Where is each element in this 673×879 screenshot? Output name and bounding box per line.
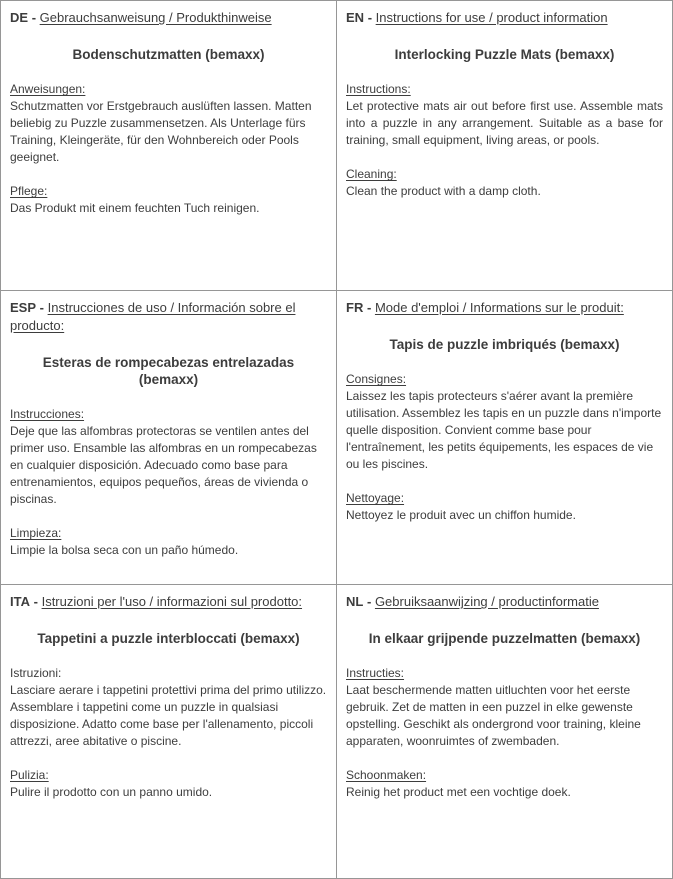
cell-en: [337, 1, 672, 291]
header-text: Instrucciones de uso / Información sobre el producto:: [10, 300, 296, 333]
section-body: Laissez les tapis protecteurs s'aérer avant la première utilisation. Assemblez les tapis en un puzzle dans n'importe quelle disposition. Convient comme base pour l'entraînement, les petits équipements, les espaces de vie ou les piscines.: [346, 389, 662, 471]
header-text: Istruzioni per l'uso / informazioni sul prodotto:: [41, 594, 303, 609]
cell-header-de: [10, 9, 327, 27]
section-label: Anweisungen:: [10, 82, 86, 96]
header-separator: -: [33, 594, 38, 609]
section-label: Cleaning:: [346, 167, 397, 181]
instructions-section: [10, 81, 327, 166]
section-body: Deje que las alfombras protectoras se ventilen antes del primer uso. Ensamble las alfombras en un rompecabezas en cualquier disposición. Adecuado como base para entrenamientos, equipos pequeños, áreas de vivienda o piscinas.: [10, 424, 317, 506]
cell-de: [1, 1, 337, 291]
section-label: Consignes:: [346, 372, 407, 386]
section-body: Schutzmatten vor Erstgebrauch auslüften lassen. Matten beliebig zu Puzzle zusammensetzen. Als Unterlage fürs Training, Kleingeräte, für den Wohnbereich oder Pools geeignet.: [10, 99, 312, 164]
section-body: Laat beschermende matten uitluchten voor het eerste gebruik. Zet de matten in een puzzel in elke gewenste opstelling. Geschikt als ondergrond voor training, kleine apparaten, woonruimtes of zwembaden.: [346, 683, 641, 748]
cell-header-ita: [10, 593, 327, 611]
header-separator: -: [366, 300, 372, 315]
section-body: Clean the product with a damp cloth.: [346, 184, 541, 198]
header-separator: -: [31, 10, 37, 25]
product-title: Esteras de rompecabezas entrelazadas (bemaxx): [42, 355, 295, 387]
cleaning-section: [346, 166, 663, 200]
section-body: Let protective mats air out before first use. Assemble mats into a puzzle in any arrangement. Suitable as a base for training, small equipment, living areas, or pools.: [346, 99, 663, 147]
section-label: Pulizia:: [10, 768, 49, 782]
product-title: Interlocking Puzzle Mats (bemaxx): [394, 47, 615, 62]
header-text: Gebrauchsanweisung / Produkthinweise: [39, 10, 272, 25]
language-code: NL: [346, 594, 364, 609]
cell-header-nl: [346, 593, 663, 611]
cell-header-en: [346, 9, 663, 27]
language-code: FR: [346, 300, 364, 315]
language-code: EN: [346, 10, 365, 25]
cell-esp: [1, 291, 337, 585]
header-separator: -: [367, 10, 373, 25]
section-label: Limpieza:: [10, 526, 62, 540]
cleaning-section: [10, 525, 327, 559]
instructions-section: [10, 665, 327, 750]
header-separator: -: [366, 594, 372, 609]
instructions-section: [346, 81, 663, 149]
section-body: Das Produkt mit einem feuchten Tuch reinigen.: [10, 201, 260, 215]
cleaning-section: [346, 767, 663, 801]
section-label: Pflege:: [10, 184, 48, 198]
language-code: DE: [10, 10, 29, 25]
header-text: Gebruiksaanwijzing / productinformatie: [374, 594, 599, 609]
instructions-section: [346, 665, 663, 750]
language-code: ITA: [10, 594, 30, 609]
product-title: Tapis de puzzle imbriqués (bemaxx): [389, 337, 620, 352]
cell-ita: [1, 585, 337, 878]
language-code: ESP: [10, 300, 37, 315]
cell-nl: [337, 585, 672, 878]
section-label: Istruzioni:: [10, 666, 62, 680]
cell-header-fr: [346, 299, 663, 317]
section-label: Instructions:: [346, 82, 411, 96]
cleaning-section: [10, 183, 327, 217]
section-label: Schoonmaken:: [346, 768, 427, 782]
section-label: Instrucciones:: [10, 407, 85, 421]
product-title: Tappetini a puzzle interbloccati (bemaxx): [37, 631, 300, 646]
cleaning-section: [10, 767, 327, 801]
section-body: Lasciare aerare i tappetini protettivi prima del primo utilizzo. Assemblare i tappetini come un puzzle in qualsiasi disposizione. Adatto come base per l'allenamento, piccoli attrezzi, aree abitative o piscine.: [10, 683, 327, 748]
cell-header-esp: [10, 299, 327, 335]
section-body: Pulire il prodotto con un panno umido.: [10, 785, 213, 799]
section-label: Instructies:: [346, 666, 405, 680]
product-title: Bodenschutzmatten (bemaxx): [72, 47, 265, 62]
header-text: Instructions for use / product information: [375, 10, 608, 25]
cleaning-section: [346, 490, 663, 524]
instructions-section: [346, 371, 663, 473]
instructions-section: [10, 406, 327, 508]
product-title: In elkaar grijpende puzzelmatten (bemaxx): [368, 631, 641, 646]
section-label: Nettoyage:: [346, 491, 405, 505]
section-body: Nettoyez le produit avec un chiffon humide.: [346, 508, 576, 522]
cell-fr: [337, 291, 672, 585]
header-separator: -: [39, 300, 44, 315]
header-text: Mode d'emploi / Informations sur le produit:: [374, 300, 624, 315]
section-body: Limpie la bolsa seca con un paño húmedo.: [10, 543, 239, 557]
section-body: Reinig het product met een vochtige doek.: [346, 785, 571, 799]
